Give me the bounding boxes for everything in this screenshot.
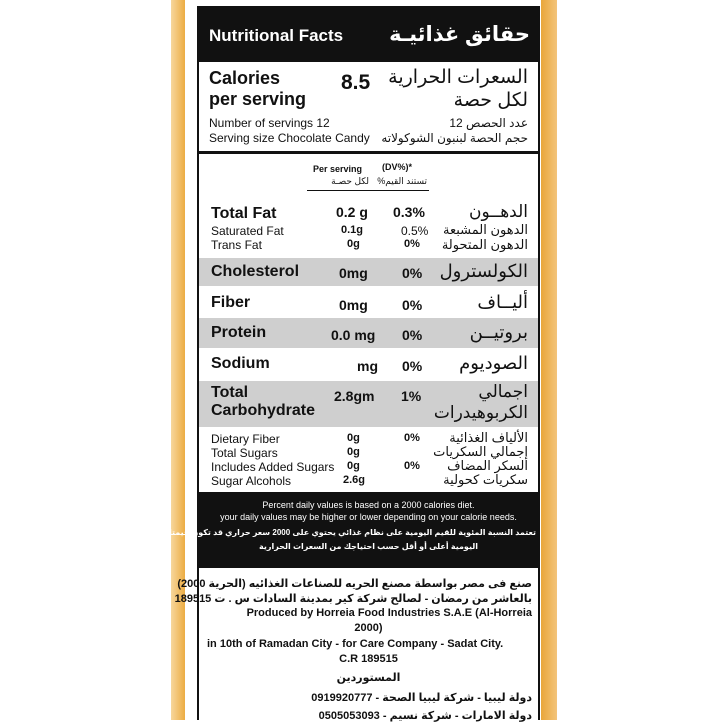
cholesterol-dv: 0%: [402, 265, 423, 281]
carbohydrate-amount: 2.8gm: [334, 388, 375, 404]
added-sugars-dv: 0%: [404, 460, 420, 472]
cholesterol-label: Cholesterol: [211, 263, 300, 280]
fiber-ar: أليــاف: [477, 292, 528, 312]
packaging-left-stripe: [0, 0, 185, 720]
calories-label-en-1: Calories: [209, 68, 281, 88]
carbohydrate-row: [199, 381, 538, 427]
cholesterol-amount: 0mg: [339, 265, 368, 281]
distributor-line-libya: دولة ليبيا - شركة ليبيا الصحة - 0919920777: [311, 692, 532, 704]
footnote-ar-2: اليومية أعلى أو أقل حسب احتياجك من السعرات الحرارية: [259, 542, 478, 551]
servings-count-ar: عدد الحصص 12: [449, 116, 528, 130]
total-sugars-label: Total Sugars: [211, 446, 278, 460]
distributors-title: المستوردين: [336, 672, 401, 684]
calories-label-ar-1: السعرات الحرارية: [388, 67, 528, 88]
total-fat-ar: الدهــون: [468, 202, 528, 221]
protein-row: [199, 318, 538, 348]
added-sugars-amount: 0g: [347, 460, 360, 472]
dietary-fiber-amount: 0g: [347, 432, 360, 444]
manufacturer-en-3: in 10th of Ramadan City - for Care Company - Sadat City.: [207, 638, 504, 650]
manufacturer-en-4: C.R 189515: [339, 653, 398, 665]
serving-size-en: Serving size Chocolate Candy: [209, 131, 370, 145]
daily-value-footnote: [164, 492, 538, 568]
sugar-alcohols-label: Sugar Alcohols: [211, 474, 292, 488]
total-sugars-amount: 0g: [347, 446, 360, 458]
protein-ar: بروتيــن: [469, 322, 528, 342]
carbohydrate-label-1: Total: [211, 384, 249, 401]
per-serving-header-ar: لكل حصـة: [331, 176, 369, 186]
trans-fat-dv: 0%: [404, 238, 420, 250]
footnote-ar-1: تعتمد النسبة المئوية للقيم اليومية على نظام غذائي يحتوي على 2000 سعر حراري قد تكون قيمتك: [164, 528, 536, 537]
trans-fat-label: Trans Fat: [211, 238, 262, 252]
saturated-fat-ar: الدهون المشبعة: [443, 222, 528, 237]
saturated-fat-label: Saturated Fat: [211, 224, 284, 238]
saturated-fat-dv: 0.5%: [401, 224, 429, 238]
cholesterol-ar: الكولسترول: [439, 261, 528, 281]
sugar-alcohols-amount: 2.6g: [343, 474, 366, 486]
title-en: Nutritional Facts: [209, 26, 344, 45]
divider: [199, 151, 538, 154]
footnote-en-1: Percent daily values is based on a 2000 calories diet.: [262, 500, 475, 510]
carbohydrate-label-2: Carbohydrate: [211, 402, 316, 419]
carbohydrate-ar-2: الكربوهيدرات: [433, 403, 528, 422]
added-sugars-label: Includes Added Sugars: [211, 460, 335, 474]
trans-fat-ar: الدهون المتحولة: [441, 237, 528, 252]
calories-label-en-2: per serving: [209, 89, 307, 109]
nutrition-label: [164, 6, 540, 722]
cholesterol-row: [199, 258, 538, 286]
calories-value: 8.5: [341, 71, 371, 94]
label-header: [199, 8, 538, 62]
total-sugars-ar: إجمالي السكريات: [433, 444, 528, 459]
total-fat-label: Total Fat: [211, 205, 277, 222]
total-fat-amount: 0.2 g: [336, 204, 368, 220]
distributor-line-uae: دولة الامارات - شركة نسيم - 0505053093: [318, 710, 532, 722]
dv-header-en: (DV%)*: [382, 162, 413, 172]
trans-fat-amount: 0g: [347, 238, 360, 250]
added-sugars-ar: السكر المضاف: [447, 458, 528, 473]
saturated-fat-amount: 0.1g: [341, 224, 364, 236]
title-ar: حقائق غذائيـة: [389, 23, 530, 46]
protein-amount: 0.0 mg: [331, 327, 376, 343]
servings-count-en: Number of servings 12: [209, 116, 330, 130]
fiber-amount: 0mg: [339, 297, 368, 313]
dietary-fiber-label: Dietary Fiber: [211, 432, 280, 446]
carbohydrate-ar-1: اجمالي: [478, 382, 528, 401]
calories-label-ar-2: لكل حصة: [453, 90, 528, 111]
protein-dv: 0%: [402, 327, 423, 343]
per-serving-header-en: Per serving: [313, 164, 363, 174]
footnote-en-2: your daily values may be higher or lower depending on your calorie needs.: [220, 512, 517, 522]
sodium-dv: 0%: [402, 358, 423, 374]
total-fat-dv: 0.3%: [393, 204, 425, 220]
fiber-label: Fiber: [211, 294, 251, 311]
manufacturer-en-2: 2000): [354, 622, 383, 634]
sugar-alcohols-ar: سكريات كحولية: [443, 472, 528, 487]
carbohydrate-dv: 1%: [401, 388, 422, 404]
manufacturer-en-1: Produced by Horreia Food Industries S.A.E (Al-Horreia: [246, 607, 532, 619]
manufacturer-ar-1: صنع فى مصر بواسطة مصنع الحريه للصناعات الغذائيه (الحرية 2000): [177, 578, 532, 590]
sodium-ar: الصوديوم: [459, 353, 528, 373]
dv-header-ar: تستند القيم%: [377, 176, 427, 186]
packaging-right-stripe: [541, 0, 557, 720]
manufacturer-ar-2: بالعاشر من رمضان - لصالح شركة كير بمدينة السادات س . ت 189515: [174, 593, 532, 605]
protein-label: Protein: [211, 324, 267, 341]
column-header-rule: [307, 190, 429, 191]
fiber-row: [199, 288, 538, 318]
sodium-label: Sodium: [211, 355, 270, 372]
dietary-fiber-dv: 0%: [404, 432, 420, 444]
dietary-fiber-ar: الألياف الغذائية: [449, 430, 528, 445]
fiber-dv: 0%: [402, 297, 423, 313]
sodium-amount: mg: [357, 358, 378, 374]
serving-size-ar: حجم الحصة لبنبون الشوكولاته: [381, 131, 528, 145]
sodium-row: [199, 348, 538, 380]
